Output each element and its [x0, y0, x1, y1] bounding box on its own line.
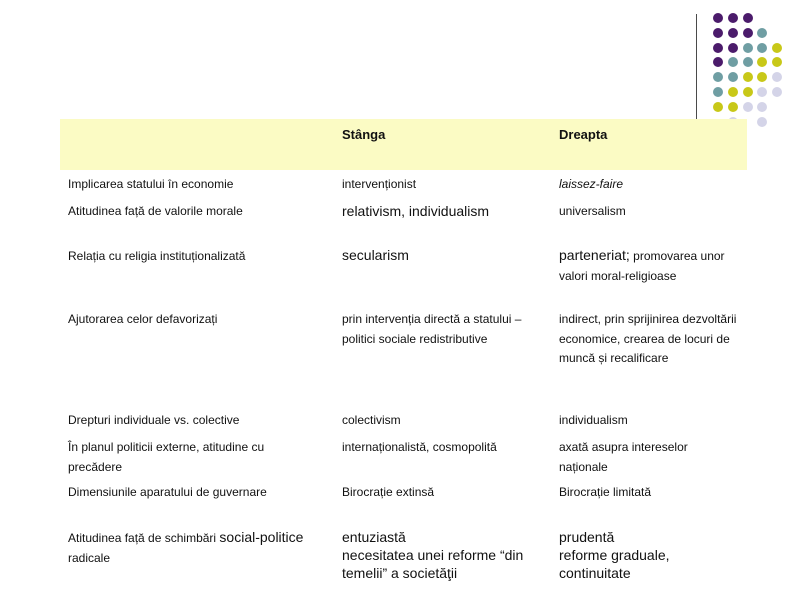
decorative-dot: [713, 13, 723, 23]
decorative-dot: [743, 72, 753, 82]
decorative-dot: [743, 57, 753, 67]
decorative-dot: [757, 57, 767, 67]
right-value-line-2: reforme graduale, continuitate: [559, 547, 670, 581]
decorative-dot: [757, 43, 767, 53]
right-value: indirect, prin sprijinirea dezvoltării economice, crearea de locuri de muncă și recalificare: [559, 312, 737, 365]
column-header-right: Dreapta: [559, 127, 608, 142]
row-label-part: Atitudinea față de schimbări: [68, 531, 220, 545]
decorative-dot: [757, 72, 767, 82]
decorative-dot: [757, 87, 767, 97]
decorative-dot: [772, 57, 782, 67]
decorative-dot: [757, 102, 767, 112]
row-label: Implicarea statului în economie: [68, 177, 234, 191]
row-label: [68, 528, 338, 568]
decorative-dot: [713, 57, 723, 67]
decorative-dot: [713, 87, 723, 97]
decorative-dot: [743, 13, 753, 23]
left-value: Birocrație extinsă: [342, 485, 435, 499]
decorative-dot: [743, 102, 753, 112]
left-value: internaționalistă, cosmopolită: [342, 440, 497, 454]
decorative-dot: [743, 28, 753, 38]
decorative-dot: [728, 72, 738, 82]
decorative-dot: [728, 57, 738, 67]
row-label-emphasis: social-politice: [219, 529, 304, 545]
left-value-line-2: necesitatea unei reforme “din temelii” a societăţii: [342, 547, 524, 581]
right-value: [559, 528, 709, 582]
column-header-left: Stânga: [342, 127, 386, 142]
decorative-dot: [743, 43, 753, 53]
right-value: individualism: [559, 413, 628, 427]
decorative-dot: [728, 102, 738, 112]
left-value-line-1: entuziastă: [342, 529, 406, 545]
right-value-lead: parteneriat;: [559, 247, 630, 263]
decorative-dot: [772, 87, 782, 97]
row-label: Drepturi individuale vs. colective: [68, 413, 240, 427]
decorative-dot: [728, 28, 738, 38]
right-value: axată asupra intereselor naționale: [559, 440, 688, 474]
right-value: Birocrație limitată: [559, 485, 652, 499]
row-label: Atitudinea față de valorile morale: [68, 204, 243, 218]
right-value: laissez-faire: [559, 177, 624, 191]
decorative-dot: [713, 102, 723, 112]
left-value: prin intervenția directă a statului – politici sociale redistributive: [342, 312, 522, 346]
decorative-dot: [728, 13, 738, 23]
left-value: secularism: [342, 247, 409, 263]
row-label: În planul politicii externe, atitudine cu precădere: [68, 440, 265, 474]
decorative-dot: [743, 87, 753, 97]
left-value: relativism, individualism: [342, 203, 490, 219]
right-value-line-1: prudentă: [559, 529, 615, 545]
decorative-dot: [713, 28, 723, 38]
right-value-rest: promovarea unor valori moral-religioase: [559, 249, 725, 283]
row-label: Ajutorarea celor defavorizați: [68, 312, 218, 326]
decorative-dot: [757, 117, 767, 127]
left-value: [342, 528, 542, 582]
right-value: universalism: [559, 204, 626, 218]
decorative-dot: [772, 72, 782, 82]
left-value: colectivism: [342, 413, 401, 427]
left-value: intervenționist: [342, 177, 417, 191]
right-value: [559, 246, 749, 286]
row-label: Dimensiunile aparatului de guvernare: [68, 485, 267, 499]
row-label: Relația cu religia instituționalizată: [68, 249, 246, 263]
decorative-dot: [757, 28, 767, 38]
decorative-dot: [713, 72, 723, 82]
row-label-part: radicale: [68, 550, 111, 565]
decorative-dot: [772, 43, 782, 53]
decorative-dot: [728, 43, 738, 53]
decorative-dot: [713, 43, 723, 53]
decorative-dot: [728, 87, 738, 97]
